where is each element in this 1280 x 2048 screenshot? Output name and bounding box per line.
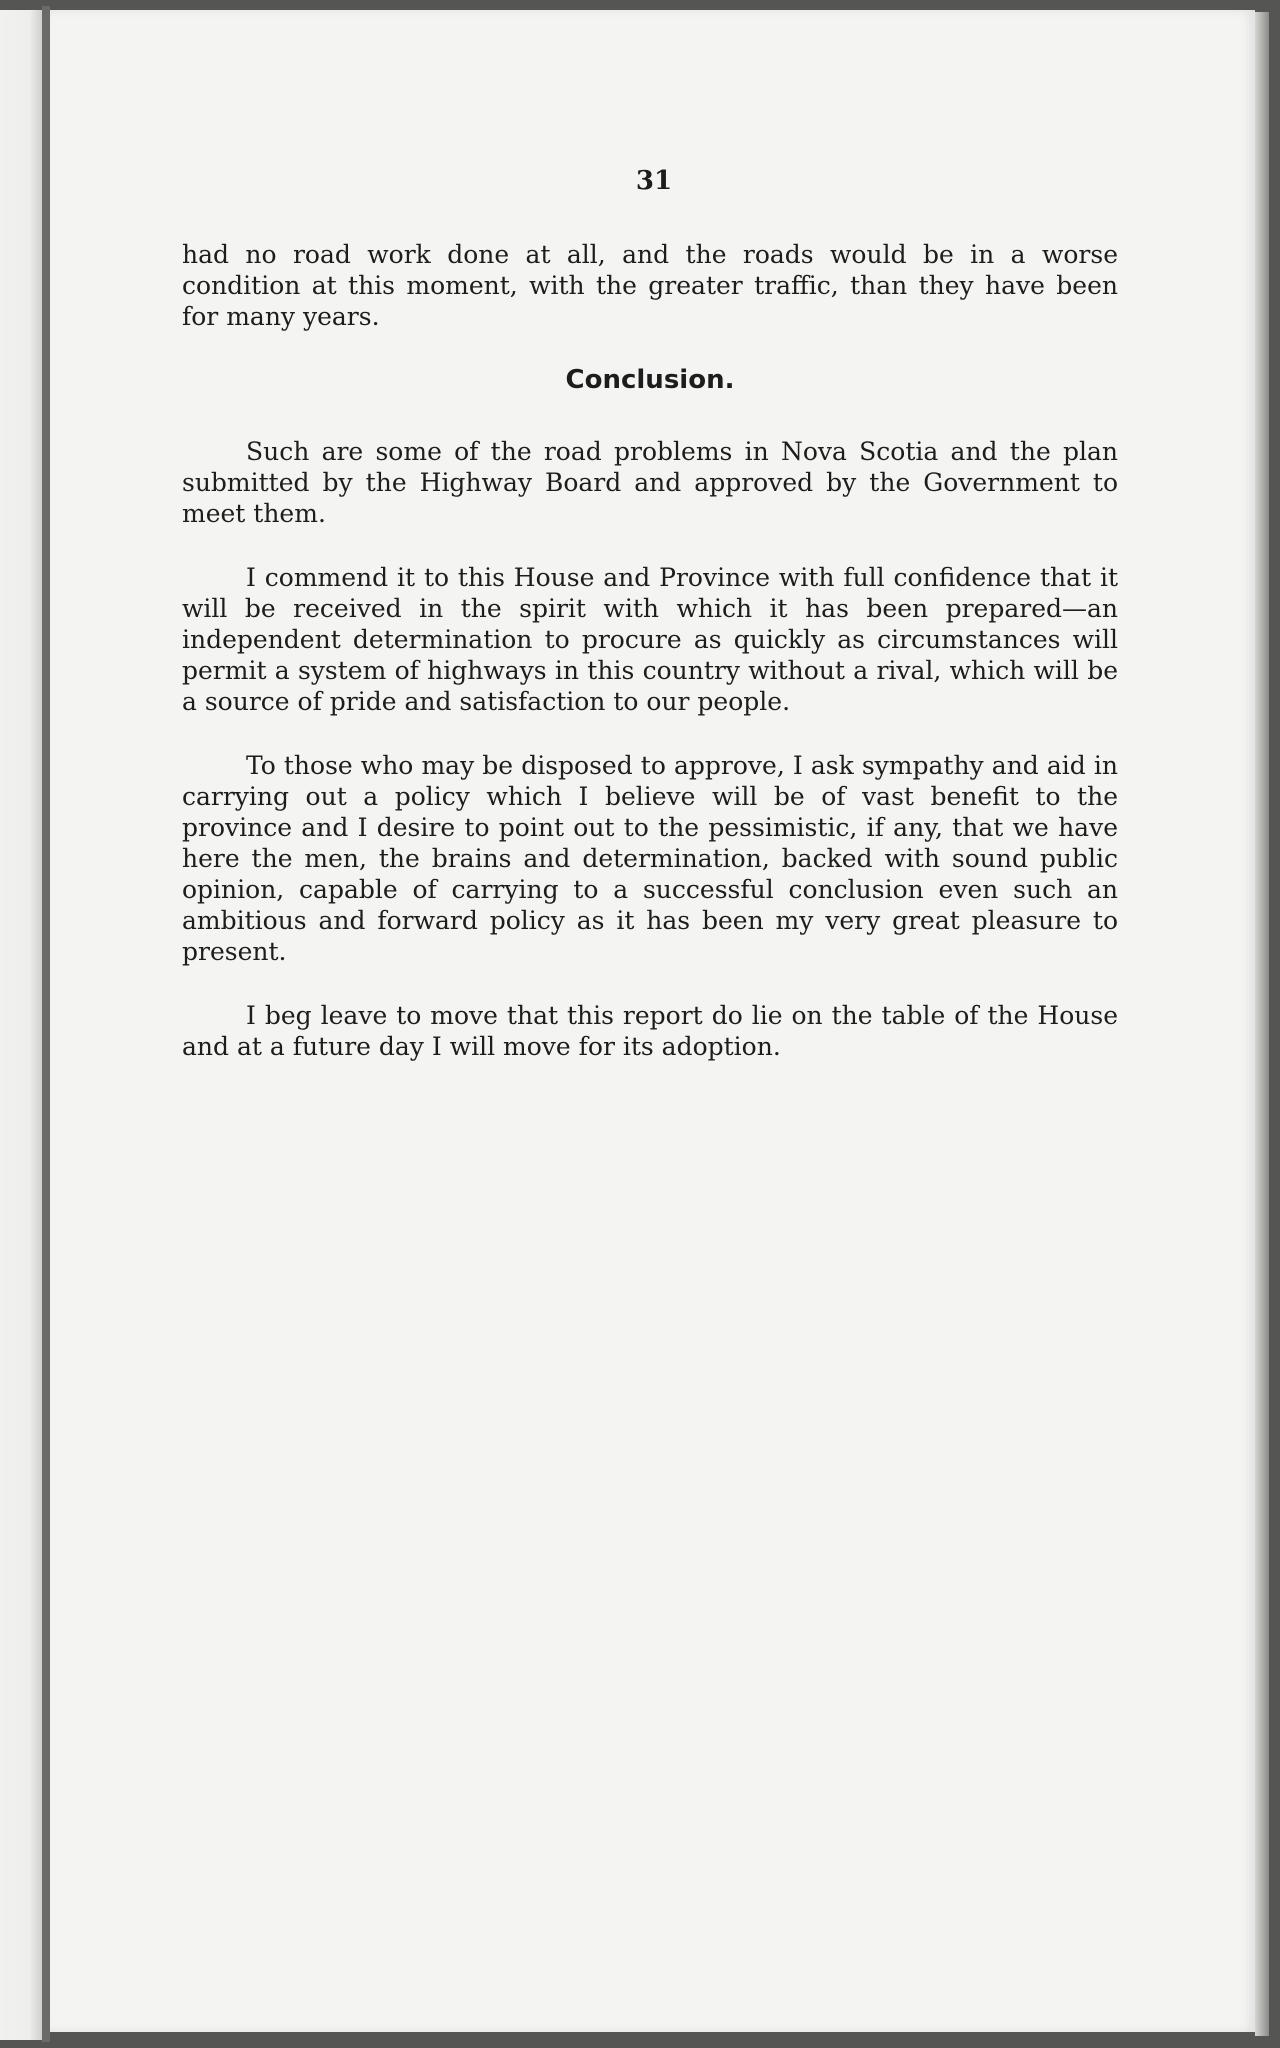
section-heading: Conclusion. — [565, 365, 735, 395]
paragraph-commendation: I commend it to this House and Province with full confidence that it will be received in the spirit with which it has been prepared—an independent determination to procure as quickly as circumstances will permit a system of highways in this country without a rival, which will be a source of pride and satisfaction to our people. — [182, 563, 1118, 716]
paragraph-appeal: To those who may be disposed to approve, I ask sympathy and aid in carrying out a policy which I believe will be of vast benefit to the province and I desire to point out to the pessimistic, if any, that we have here the men, the brains and determination, backed with sound public opinion, capable of carrying to a successful conclusion even such an ambitious and forward policy as it has been my very great pleasure to present. — [182, 751, 1118, 966]
paragraph-road-problems: Such are some of the road problems in Nova Scotia and the plan submitted by the Highway Board and approved by the Government to meet them. — [182, 437, 1118, 528]
opening-paragraph: had no road work done at all, and the roads would be in a worse condition at this moment, with the greater traffic, than they have been for many years. — [182, 240, 1118, 331]
book-gutter — [42, 6, 50, 2042]
facing-page-edge — [0, 10, 42, 2040]
page-number: 31 — [635, 166, 673, 196]
page-edge-shadow — [1255, 12, 1269, 2036]
page-text — [182, 166, 1118, 1095]
paragraph-motion: I beg leave to move that this report do lie on the table of the House and at a future day I will move for its adoption. — [182, 1001, 1118, 1061]
